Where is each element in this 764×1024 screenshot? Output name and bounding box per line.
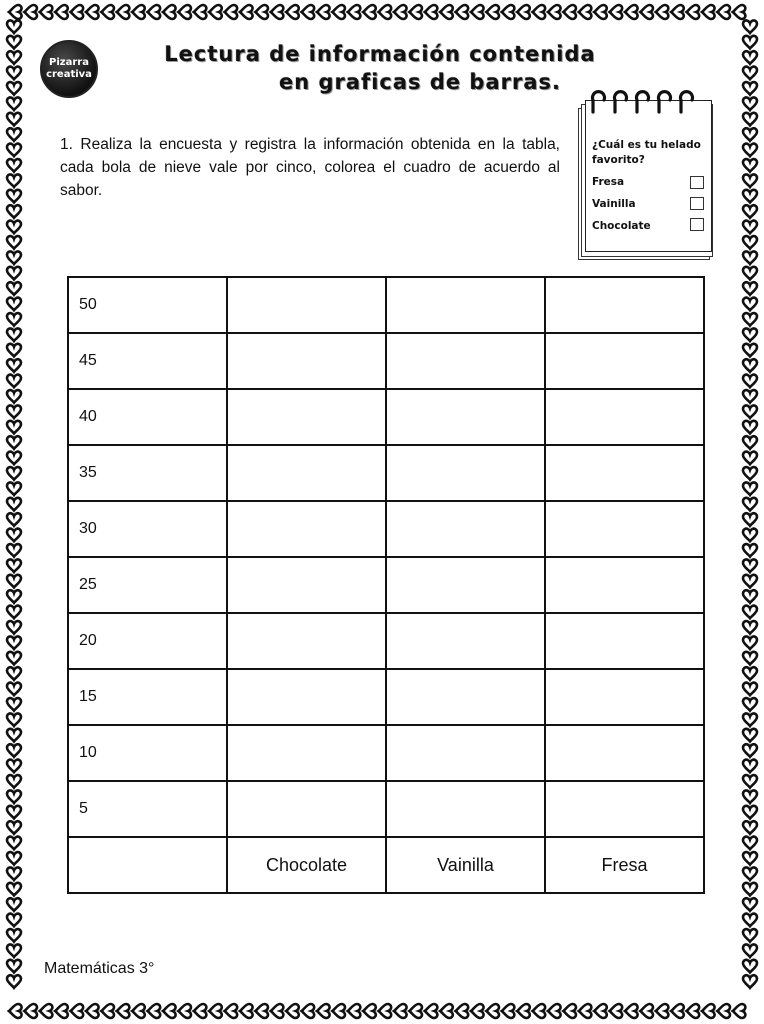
border-heart-icon (332, 1004, 345, 1018)
border-heart-icon (733, 5, 746, 19)
border-heart-icon (55, 5, 68, 19)
value-label-40: 40 (68, 389, 227, 445)
grid-row-35 (68, 445, 704, 501)
border-heart-icon (86, 5, 99, 19)
border-heart-icon (625, 1004, 638, 1018)
border-heart-icon (409, 1004, 422, 1018)
border-heart-icon (71, 5, 84, 19)
border-heart-icon (456, 1004, 469, 1018)
grid-row-10 (68, 725, 704, 781)
border-heart-icon (7, 282, 21, 295)
border-heart-icon (517, 1004, 530, 1018)
border-heart-icon (7, 636, 21, 649)
survey-question: ¿Cuál es tu helado favorito? (592, 139, 701, 166)
border-heart-icon (743, 975, 757, 988)
border-heart-icon (743, 821, 757, 834)
border-heart-icon (7, 590, 21, 603)
grid-cell[interactable] (545, 557, 704, 613)
border-heart-icon (743, 652, 757, 665)
border-heart-icon (743, 82, 757, 95)
border-heart-icon (743, 144, 757, 157)
border-heart-icon (240, 5, 253, 19)
border-heart-icon (743, 405, 757, 418)
border-heart-icon (687, 5, 700, 19)
value-label-45: 45 (68, 333, 227, 389)
border-heart-icon (743, 282, 757, 295)
border-heart-icon (486, 5, 499, 19)
survey-checkbox-vainilla[interactable] (690, 197, 704, 210)
border-heart-icon (7, 513, 21, 526)
border-heart-icon (7, 405, 21, 418)
grid-cell[interactable] (545, 725, 704, 781)
survey-checkbox-chocolate[interactable] (690, 218, 704, 231)
value-label-20: 20 (68, 613, 227, 669)
border-heart-icon (471, 1004, 484, 1018)
grid-cell[interactable] (227, 557, 386, 613)
border-heart-icon (7, 852, 21, 865)
border-heart-icon (9, 5, 22, 19)
border-heart-icon (7, 82, 21, 95)
border-heart-icon (743, 513, 757, 526)
border-heart-icon (656, 5, 669, 19)
border-heart-icon (178, 5, 191, 19)
grid-cell[interactable] (545, 501, 704, 557)
bar-graph-grid (67, 276, 705, 894)
border-heart-icon (7, 867, 21, 880)
border-heart-icon (7, 328, 21, 341)
border-heart-icon (594, 5, 607, 19)
border-heart-icon (148, 1004, 161, 1018)
border-heart-icon (7, 760, 21, 773)
border-heart-icon (440, 5, 453, 19)
border-heart-icon (7, 67, 21, 80)
border-heart-icon (7, 729, 21, 742)
border-heart-icon (717, 1004, 730, 1018)
border-heart-icon (132, 5, 145, 19)
border-heart-icon (7, 267, 21, 280)
border-heart-icon (117, 5, 130, 19)
grid-cell[interactable] (545, 613, 704, 669)
border-heart-icon (702, 1004, 715, 1018)
border-heart-icon (101, 1004, 114, 1018)
border-heart-icon (7, 128, 21, 141)
flavor-label-chocolate: Chocolate (227, 837, 386, 893)
page-title-line1: Lectura de información contenida (164, 42, 596, 66)
border-heart-icon (7, 944, 21, 957)
value-label-50: 50 (68, 277, 227, 333)
grid-cell[interactable] (386, 445, 545, 501)
border-heart-icon (548, 5, 561, 19)
border-heart-icon (702, 5, 715, 19)
border-heart-icon (743, 436, 757, 449)
border-heart-icon (743, 174, 757, 187)
grid-cell[interactable] (545, 669, 704, 725)
border-heart-icon (7, 375, 21, 388)
border-heart-icon (7, 205, 21, 218)
border-heart-icon (7, 190, 21, 203)
border-heart-icon (7, 344, 21, 357)
border-heart-icon (286, 1004, 299, 1018)
border-heart-icon (743, 790, 757, 803)
border-heart-icon (743, 359, 757, 372)
border-heart-icon (743, 713, 757, 726)
border-heart-icon (743, 221, 757, 234)
pizarra-creativa-logo (40, 40, 98, 98)
border-heart-icon (7, 452, 21, 465)
border-heart-icon (7, 482, 21, 495)
border-heart-icon (610, 5, 623, 19)
flavor-label-vainilla: Vainilla (386, 837, 545, 893)
page-title-line2: en graficas de barras. (279, 70, 561, 94)
value-label-15: 15 (68, 669, 227, 725)
border-heart-icon (502, 1004, 515, 1018)
border-heart-icon (425, 5, 438, 19)
border-heart-icon (7, 960, 21, 973)
border-heart-icon (7, 498, 21, 511)
grid-cell[interactable] (545, 333, 704, 389)
border-heart-icon (743, 113, 757, 126)
grid-row-15 (68, 669, 704, 725)
border-heart-icon (610, 1004, 623, 1018)
border-heart-icon (55, 1004, 68, 1018)
grid-row-50 (68, 277, 704, 333)
border-heart-icon (7, 898, 21, 911)
border-heart-icon (209, 1004, 222, 1018)
border-heart-icon (363, 5, 376, 19)
border-heart-icon (7, 575, 21, 588)
border-heart-icon (743, 421, 757, 434)
grid-cell[interactable] (227, 725, 386, 781)
border-heart-icon (743, 190, 757, 203)
border-heart-icon (7, 775, 21, 788)
border-heart-icon (671, 1004, 684, 1018)
grid-cell[interactable] (227, 613, 386, 669)
border-heart-icon (271, 5, 284, 19)
border-heart-icon (743, 267, 757, 280)
border-heart-icon (7, 174, 21, 187)
border-heart-icon (302, 5, 315, 19)
border-heart-icon (743, 867, 757, 880)
grid-cell[interactable] (386, 725, 545, 781)
border-heart-icon (743, 729, 757, 742)
border-heart-icon (317, 1004, 330, 1018)
border-heart-icon (379, 1004, 392, 1018)
border-heart-icon (7, 251, 21, 264)
grid-row-45 (68, 333, 704, 389)
border-heart-icon (163, 1004, 176, 1018)
border-heart-icon (640, 5, 653, 19)
border-heart-icon (255, 1004, 268, 1018)
border-heart-icon (743, 698, 757, 711)
value-label-10: 10 (68, 725, 227, 781)
border-heart-icon (743, 375, 757, 388)
border-heart-icon (7, 559, 21, 572)
border-heart-icon (394, 1004, 407, 1018)
border-heart-icon (743, 944, 757, 957)
border-heart-icon (743, 590, 757, 603)
border-heart-icon (163, 5, 176, 19)
border-heart-icon (733, 1004, 746, 1018)
border-heart-icon (240, 1004, 253, 1018)
border-heart-icon (579, 5, 592, 19)
grid-cell[interactable] (386, 501, 545, 557)
border-heart-icon (7, 36, 21, 49)
survey-option-vainilla: Vainilla (592, 198, 636, 210)
value-label-25: 25 (68, 557, 227, 613)
border-heart-icon (117, 1004, 130, 1018)
border-heart-icon (7, 113, 21, 126)
border-heart-icon (7, 51, 21, 64)
border-heart-icon (743, 328, 757, 341)
border-heart-icon (743, 498, 757, 511)
notepad-spiral-rings-icon (583, 90, 703, 120)
grid-cell[interactable] (227, 781, 386, 837)
border-heart-icon (625, 5, 638, 19)
border-heart-icon (7, 544, 21, 557)
border-heart-icon (743, 236, 757, 249)
border-heart-icon (7, 667, 21, 680)
grid-cell[interactable] (386, 389, 545, 445)
border-heart-icon (563, 1004, 576, 1018)
survey-option-chocolate: Chocolate (592, 220, 651, 232)
border-heart-icon (409, 5, 422, 19)
border-heart-icon (7, 97, 21, 110)
border-heart-icon (471, 5, 484, 19)
border-heart-icon (743, 636, 757, 649)
border-heart-icon (7, 806, 21, 819)
border-heart-icon (101, 5, 114, 19)
value-label-30: 30 (68, 501, 227, 557)
border-heart-icon (348, 1004, 361, 1018)
grid-cell[interactable] (386, 557, 545, 613)
border-heart-icon (317, 5, 330, 19)
border-heart-icon (7, 713, 21, 726)
border-heart-icon (7, 914, 21, 927)
border-heart-icon (379, 5, 392, 19)
value-label-35: 35 (68, 445, 227, 501)
grid-cell[interactable] (386, 277, 545, 333)
footer-subject-label: Matemáticas 3° (44, 960, 155, 977)
border-heart-icon (743, 883, 757, 896)
border-heart-icon (194, 1004, 207, 1018)
border-heart-icon (7, 929, 21, 942)
grid-cell[interactable] (386, 333, 545, 389)
border-heart-icon (7, 221, 21, 234)
border-heart-icon (743, 344, 757, 357)
border-heart-icon (502, 5, 515, 19)
border-heart-icon (743, 667, 757, 680)
border-heart-icon (743, 452, 757, 465)
border-heart-icon (456, 5, 469, 19)
border-heart-icon (271, 1004, 284, 1018)
grid-cell[interactable] (386, 669, 545, 725)
border-heart-icon (40, 1004, 53, 1018)
border-heart-icon (743, 544, 757, 557)
border-heart-icon (743, 683, 757, 696)
border-heart-icon (7, 652, 21, 665)
grid-cell[interactable] (227, 445, 386, 501)
border-heart-icon (743, 97, 757, 110)
border-heart-icon (332, 5, 345, 19)
border-heart-icon (7, 313, 21, 326)
border-heart-icon (7, 390, 21, 403)
grid-cell[interactable] (386, 613, 545, 669)
border-heart-icon (640, 1004, 653, 1018)
border-heart-icon (255, 5, 268, 19)
border-heart-icon (24, 5, 37, 19)
border-heart-icon (7, 159, 21, 172)
border-heart-icon (533, 1004, 546, 1018)
grid-cell[interactable] (545, 445, 704, 501)
border-heart-icon (225, 5, 238, 19)
border-heart-icon (548, 1004, 561, 1018)
border-heart-icon (7, 790, 21, 803)
border-heart-icon (743, 621, 757, 634)
grid-row-5 (68, 781, 704, 837)
border-heart-icon (656, 1004, 669, 1018)
border-heart-icon (743, 760, 757, 773)
border-heart-icon (743, 575, 757, 588)
border-heart-icon (743, 467, 757, 480)
border-heart-icon (40, 5, 53, 19)
border-heart-icon (687, 1004, 700, 1018)
border-heart-icon (286, 5, 299, 19)
border-heart-icon (743, 806, 757, 819)
border-heart-icon (7, 467, 21, 480)
border-heart-icon (594, 1004, 607, 1018)
survey-checkbox-fresa[interactable] (690, 176, 704, 189)
border-heart-icon (7, 529, 21, 542)
border-heart-icon (533, 5, 546, 19)
border-heart-icon (743, 559, 757, 572)
grid-row-20 (68, 613, 704, 669)
grid-cell[interactable] (227, 389, 386, 445)
border-heart-icon (363, 1004, 376, 1018)
flavor-label-fresa: Fresa (545, 837, 704, 893)
border-heart-icon (7, 298, 21, 311)
grid-cell[interactable] (545, 781, 704, 837)
border-heart-icon (86, 1004, 99, 1018)
border-heart-icon (7, 744, 21, 757)
border-heart-icon (7, 236, 21, 249)
border-heart-icon (425, 1004, 438, 1018)
empty-corner-cell (68, 837, 227, 893)
grid-cell[interactable] (227, 501, 386, 557)
border-heart-icon (71, 1004, 84, 1018)
border-heart-icon (743, 852, 757, 865)
border-heart-icon (194, 5, 207, 19)
grid-cell[interactable] (227, 277, 386, 333)
border-heart-icon (743, 837, 757, 850)
border-heart-icon (743, 251, 757, 264)
border-heart-icon (7, 606, 21, 619)
border-heart-icon (7, 421, 21, 434)
border-heart-icon (7, 621, 21, 634)
border-heart-icon (671, 5, 684, 19)
survey-option-fresa: Fresa (592, 176, 625, 188)
border-heart-icon (9, 1004, 22, 1018)
border-heart-icon (743, 128, 757, 141)
border-heart-icon (743, 482, 757, 495)
border-heart-icon (7, 436, 21, 449)
border-heart-icon (743, 898, 757, 911)
grid-cell[interactable] (227, 669, 386, 725)
border-heart-icon (486, 1004, 499, 1018)
border-heart-icon (743, 390, 757, 403)
border-heart-icon (743, 960, 757, 973)
border-heart-icon (7, 698, 21, 711)
border-heart-icon (517, 5, 530, 19)
border-heart-icon (743, 606, 757, 619)
border-heart-icon (743, 914, 757, 927)
grid-row-40 (68, 389, 704, 445)
border-heart-icon (394, 5, 407, 19)
border-heart-icon (302, 1004, 315, 1018)
grid-flavor-row (68, 837, 704, 893)
border-heart-icon (24, 1004, 37, 1018)
border-heart-icon (743, 51, 757, 64)
border-heart-icon (579, 1004, 592, 1018)
border-heart-icon (743, 159, 757, 172)
grid-cell[interactable] (386, 781, 545, 837)
border-heart-icon (7, 837, 21, 850)
logo-text-line2: creativa (46, 69, 92, 80)
border-heart-icon (717, 5, 730, 19)
border-heart-icon (132, 1004, 145, 1018)
grid-cell[interactable] (545, 277, 704, 333)
grid-row-30 (68, 501, 704, 557)
value-label-5: 5 (68, 781, 227, 837)
border-heart-icon (148, 5, 161, 19)
border-heart-icon (7, 821, 21, 834)
border-heart-icon (7, 975, 21, 988)
border-heart-icon (440, 1004, 453, 1018)
border-heart-icon (743, 529, 757, 542)
border-heart-icon (743, 67, 757, 80)
border-heart-icon (7, 144, 21, 157)
border-heart-icon (209, 5, 222, 19)
border-heart-icon (743, 20, 757, 33)
border-heart-icon (7, 883, 21, 896)
grid-cell[interactable] (545, 389, 704, 445)
instructions-text: 1. Realiza la encuesta y registra la información obtenida en la tabla, cada bola de nieve vale por cinco, colorea el cuadro de acuerdo al sabor. (60, 136, 560, 199)
border-heart-icon (348, 5, 361, 19)
border-heart-icon (7, 359, 21, 372)
border-heart-icon (743, 744, 757, 757)
border-heart-icon (7, 20, 21, 33)
border-heart-icon (178, 1004, 191, 1018)
border-heart-icon (743, 205, 757, 218)
border-heart-icon (7, 683, 21, 696)
border-heart-icon (743, 36, 757, 49)
border-heart-icon (225, 1004, 238, 1018)
grid-row-25 (68, 557, 704, 613)
border-heart-icon (743, 929, 757, 942)
border-heart-icon (563, 5, 576, 19)
logo-text-line1: Pizarra (49, 57, 89, 68)
grid-cell[interactable] (227, 333, 386, 389)
border-heart-icon (743, 775, 757, 788)
border-heart-icon (743, 313, 757, 326)
border-heart-icon (743, 298, 757, 311)
